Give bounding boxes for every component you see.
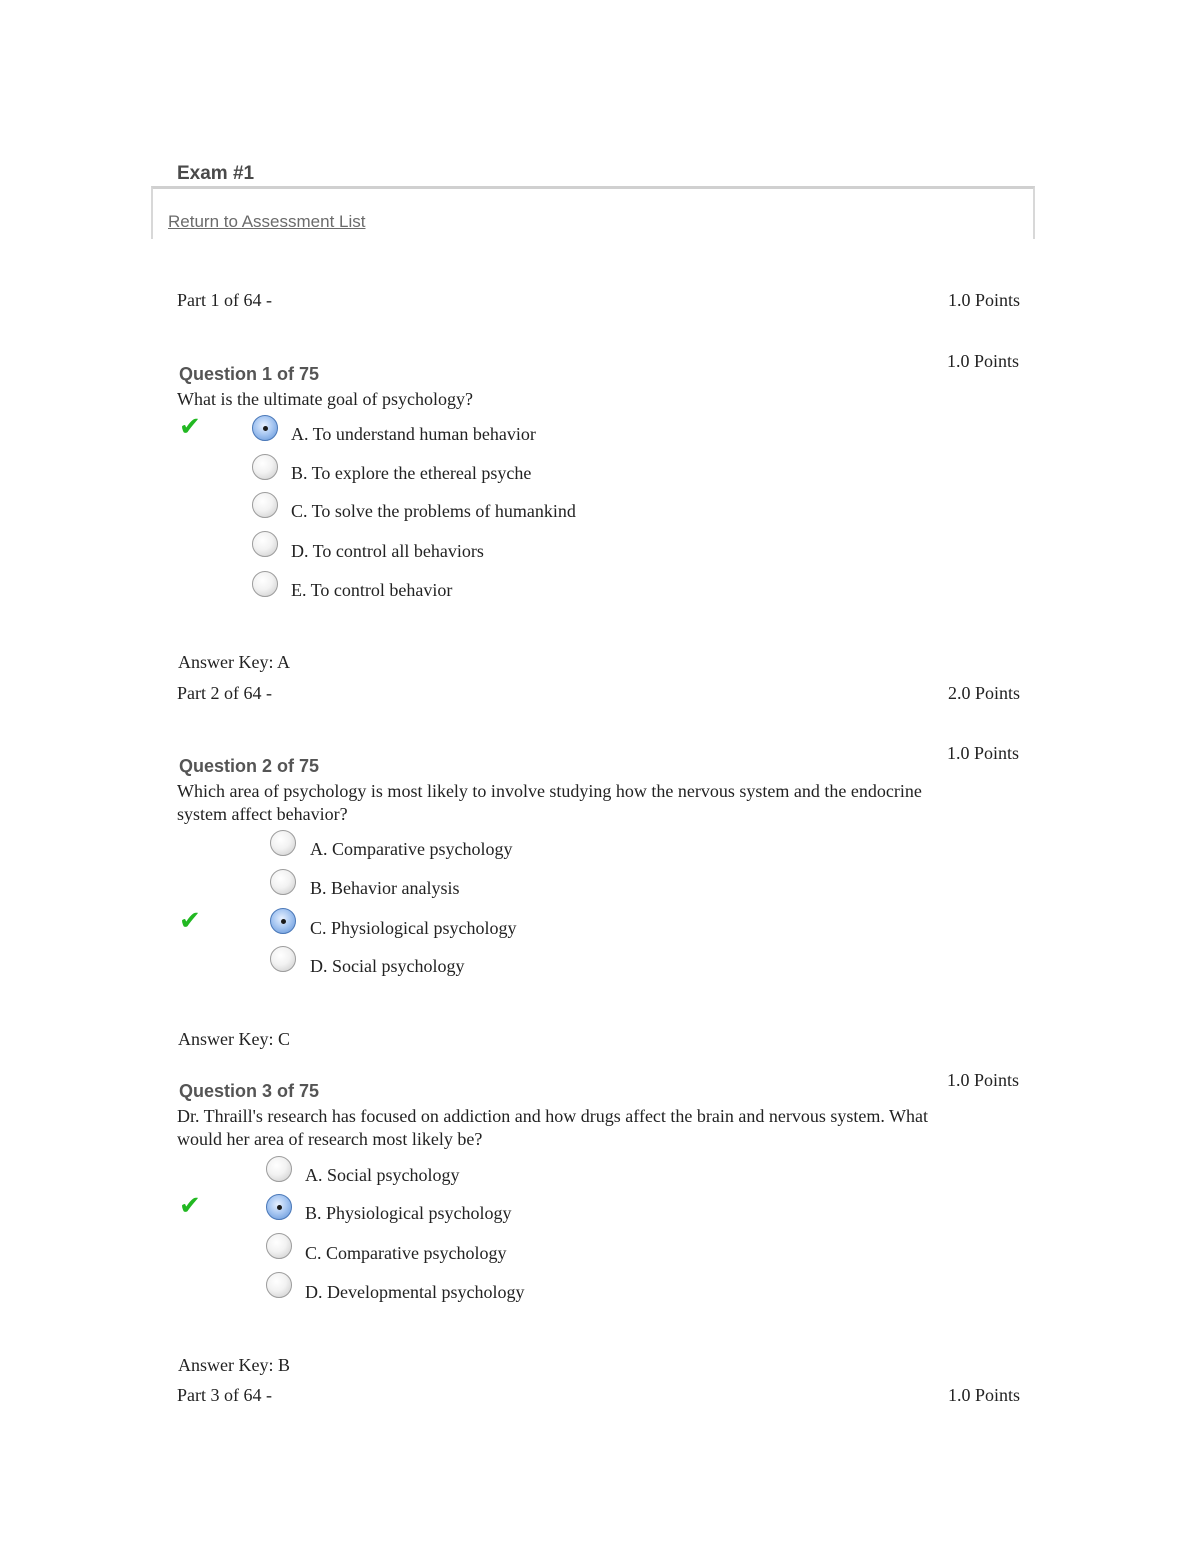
part-points: 2.0 Points	[947, 683, 1020, 703]
question-points: 1.0 Points	[946, 743, 1019, 763]
radio-option-a[interactable]	[266, 1156, 292, 1182]
question-text	[177, 780, 1017, 826]
question-points: 1.0 Points	[946, 351, 1019, 371]
option-label: E. To control behavior	[291, 580, 453, 600]
radio-option-b[interactable]	[270, 869, 296, 895]
answer-key: Answer Key: A	[178, 652, 290, 672]
question-heading	[179, 1081, 319, 1102]
radio-option-e[interactable]	[252, 571, 278, 597]
question-heading	[179, 364, 319, 385]
question-points: 1.0 Points	[946, 1070, 1019, 1090]
question-number: Question 2	[179, 756, 273, 776]
radio-option-b[interactable]	[252, 454, 278, 480]
page-title: Exam #1	[177, 163, 255, 184]
checkmark-icon: ✔	[179, 906, 201, 936]
option-label: C. To solve the problems of humankind	[291, 501, 576, 521]
option-label: B. To explore the ethereal psyche	[291, 463, 532, 483]
question-total: of 75	[277, 756, 320, 776]
question-number: Question 1	[179, 364, 273, 384]
radio-option-c[interactable]	[252, 492, 278, 518]
question-text: What is the ultimate goal of psychology?	[177, 389, 473, 409]
radio-option-d[interactable]	[270, 946, 296, 972]
part-label: Part 3 of 64 -	[177, 1385, 272, 1405]
option-label: B. Behavior analysis	[310, 878, 460, 898]
answer-key: Answer Key: C	[178, 1029, 290, 1049]
question-text-line: Dr. Thraill's research has focused on addiction and how drugs affect the brain and nervous system. What	[177, 1106, 929, 1126]
question-text-line: would her area of research most likely be?	[177, 1129, 483, 1149]
part-points: 1.0 Points	[947, 290, 1020, 310]
radio-option-a[interactable]	[270, 830, 296, 856]
radio-option-c[interactable]	[270, 908, 296, 934]
part-label: Part 1 of 64 -	[177, 290, 272, 310]
part-points: 1.0 Points	[947, 1385, 1020, 1405]
radio-option-a[interactable]	[252, 415, 278, 441]
option-label: A. To understand human behavior	[291, 424, 536, 444]
radio-option-b[interactable]	[266, 1194, 292, 1220]
answer-key: Answer Key: B	[178, 1355, 290, 1375]
option-label: C. Comparative psychology	[305, 1243, 507, 1263]
question-text	[177, 1105, 1017, 1151]
option-label: C. Physiological psychology	[310, 918, 517, 938]
option-label: A. Comparative psychology	[310, 839, 513, 859]
option-label: A. Social psychology	[305, 1165, 460, 1185]
checkmark-icon: ✔	[179, 412, 201, 442]
option-label: D. To control all behaviors	[291, 541, 484, 561]
question-heading	[179, 756, 319, 777]
question-number: Question 3	[179, 1081, 273, 1101]
radio-option-c[interactable]	[266, 1233, 292, 1259]
return-to-assessment-list-link[interactable]: Return to Assessment List	[168, 212, 366, 231]
radio-option-d[interactable]	[266, 1272, 292, 1298]
option-label: D. Developmental psychology	[305, 1282, 525, 1302]
question-text-line: Which area of psychology is most likely to involve studying how the nervous system and the endocrine	[177, 781, 922, 801]
radio-option-d[interactable]	[252, 531, 278, 557]
checkmark-icon: ✔	[179, 1191, 201, 1221]
part-label: Part 2 of 64 -	[177, 683, 272, 703]
question-total: of 75	[277, 1081, 320, 1101]
question-text-line: system affect behavior?	[177, 804, 348, 824]
option-label: B. Physiological psychology	[305, 1203, 512, 1223]
option-label: D. Social psychology	[310, 956, 465, 976]
question-total: of 75	[277, 364, 320, 384]
